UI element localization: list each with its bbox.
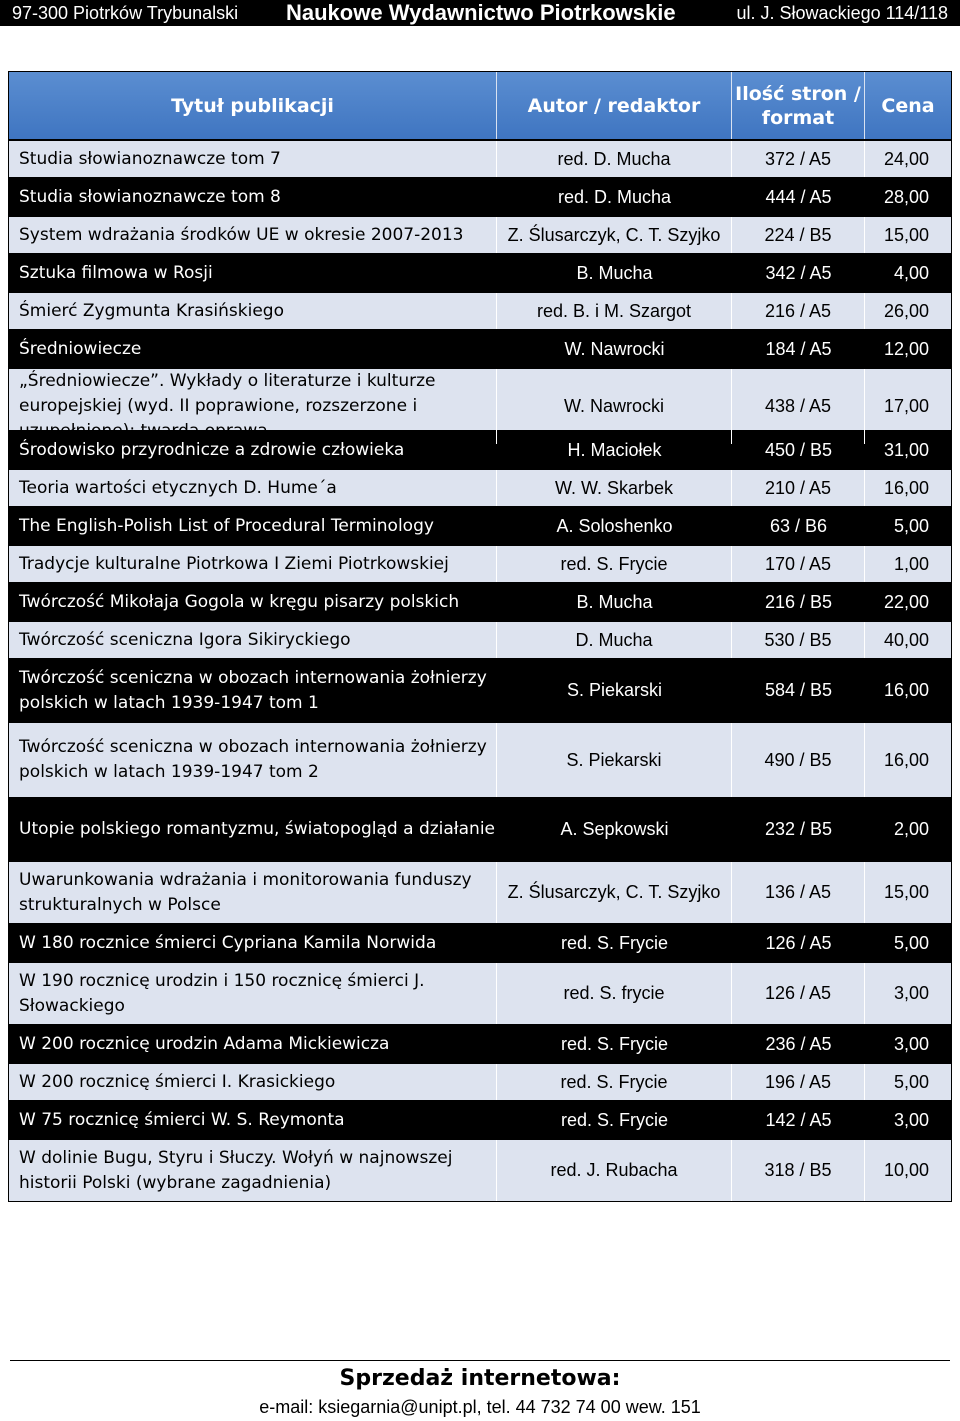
- cell-author: red. S. Frycie: [560, 1033, 669, 1054]
- cell-price: 2,00: [893, 819, 929, 839]
- cell-title: W dolinie Bugu, Styru i Słuczy. Wołyń w najnowszej historii Polski (wybrane zagadnienia): [9, 1140, 497, 1201]
- cell-author: red. B. i M. Szargot: [497, 293, 732, 329]
- cell-title: System wdrażania środków UE w okresie 2007-2013: [9, 217, 497, 253]
- cell-price: 16,00: [883, 477, 929, 498]
- column-header-pages: Ilość stron / format: [732, 72, 865, 139]
- cell-pages: 584 / B5: [764, 680, 833, 700]
- contact-info: e-mail: ksiegarnia@unipt.pl, tel. 44 732 74 00 wew. 151: [259, 1397, 701, 1417]
- cell-author: Z. Ślusarczyk, C. T. Szyjko: [497, 862, 732, 923]
- table-row: [9, 658, 951, 721]
- publications-table: [8, 71, 952, 1202]
- footer-divider: [10, 1360, 950, 1361]
- cell-pages: 216 / B5: [764, 591, 833, 612]
- cell-pages: 444 / A5: [765, 186, 832, 207]
- cell-pages: 530 / B5: [732, 622, 865, 658]
- publisher-name: Naukowe Wydawnictwo Piotrkowskie: [286, 0, 676, 25]
- cell-title: Środowisko przyrodnicze a zdrowie człowieka: [19, 439, 405, 460]
- table-row: [9, 923, 951, 961]
- cell-author: S. Piekarski: [566, 680, 663, 700]
- table-row: [9, 1138, 951, 1201]
- table-row: [9, 506, 951, 544]
- cell-title: Twórczość Mikołaja Gogola w kręgu pisarzy polskich: [19, 591, 460, 612]
- cell-pages: 196 / A5: [732, 1064, 865, 1100]
- cell-author: red. D. Mucha: [557, 186, 672, 207]
- cell-price: 1,00: [893, 553, 929, 574]
- cell-price: 5,00: [893, 515, 929, 536]
- cell-price: 26,00: [883, 300, 929, 321]
- cell-author: Z. Ślusarczyk, C. T. Szyjko: [497, 217, 732, 253]
- cell-title: „Średniowiecze”. Wykłady o literaturze i kulturze europejskiej (wyd. II poprawione, rozszerzone i uzupełnione); twarda oprawa: [9, 369, 497, 444]
- table-row: [9, 1024, 951, 1062]
- cell-price: 3,00: [893, 983, 929, 1003]
- cell-pages: 136 / A5: [732, 862, 865, 923]
- cell-title: Śmierć Zygmunta Krasińskiego: [9, 293, 497, 329]
- cell-title: W 180 rocznice śmierci Cypriana Kamila Norwida: [19, 932, 437, 953]
- cell-title: Uwarunkowania wdrażania i monitorowania funduszy strukturalnych w Polsce: [9, 862, 497, 923]
- cell-author: W. Nawrocki: [564, 338, 665, 359]
- cell-price: 28,00: [883, 186, 929, 207]
- cell-author: red. S. Frycie: [497, 546, 732, 582]
- cell-author: H. Maciołek: [567, 439, 662, 460]
- cell-pages: 232 / B5: [764, 819, 833, 839]
- cell-price: 40,00: [883, 629, 929, 650]
- cell-pages: 63 / B6: [769, 515, 828, 536]
- cell-price: 3,00: [893, 1033, 929, 1054]
- cell-price: 5,00: [893, 932, 929, 953]
- cell-price: 10,00: [883, 1160, 929, 1180]
- cell-price: 4,00: [893, 262, 929, 283]
- cell-pages: 342 / A5: [765, 262, 832, 283]
- cell-price: 12,00: [883, 338, 929, 359]
- cell-price: 22,00: [883, 591, 929, 612]
- cell-author: A. Sepkowski: [560, 819, 669, 839]
- cell-author: B. Mucha: [576, 591, 653, 612]
- cell-pages: 184 / A5: [765, 338, 832, 359]
- table-row: [9, 544, 951, 582]
- cell-pages: 170 / A5: [732, 546, 865, 582]
- cell-title: Twórczość sceniczna Igora Sikiryckiego: [9, 622, 497, 658]
- cell-title: Sztuka filmowa w Rosji: [19, 262, 213, 283]
- cell-price: 15,00: [883, 224, 929, 245]
- cell-price: 16,00: [883, 749, 929, 770]
- table-row: [9, 797, 951, 860]
- cell-price: 15,00: [883, 882, 929, 902]
- table-body: [9, 139, 951, 1201]
- cell-title: W 200 rocznicę urodzin Adama Mickiewicza: [19, 1033, 390, 1054]
- table-row: [9, 367, 951, 441]
- cell-pages: 438 / A5: [732, 369, 865, 444]
- cell-author: W. Nawrocki: [497, 369, 732, 444]
- cell-author: W. W. Skarbek: [497, 470, 732, 506]
- table-row: [9, 430, 951, 468]
- cell-author: red. S. Frycie: [560, 932, 669, 953]
- cell-author: red. S. Frycie: [497, 1064, 732, 1100]
- column-header-title: Tytuł publikacji: [9, 72, 497, 139]
- cell-title: Utopie polskiego romantyzmu, światopogląd a działanie: [19, 819, 496, 839]
- table-row: [9, 291, 951, 329]
- cell-title: Tradycje kulturalne Piotrkowa I Ziemi Piotrkowskiej: [9, 546, 497, 582]
- table-header: [9, 72, 951, 139]
- cell-pages: 126 / A5: [765, 932, 832, 953]
- cell-title: Studia słowianoznawcze tom 7: [9, 141, 497, 177]
- cell-pages: 216 / A5: [732, 293, 865, 329]
- page-header-bar: [0, 0, 960, 26]
- table-row: [9, 1100, 951, 1138]
- cell-pages: 236 / A5: [765, 1033, 832, 1054]
- cell-title: Średniowiecze: [19, 338, 142, 359]
- table-row: [9, 1062, 951, 1100]
- cell-author: red. J. Rubacha: [497, 1140, 732, 1201]
- cell-pages: 210 / A5: [732, 470, 865, 506]
- cell-author: B. Mucha: [576, 262, 653, 283]
- cell-price: 16,00: [883, 680, 929, 700]
- cell-author: S. Piekarski: [497, 723, 732, 797]
- cell-title: The English-Polish List of Procedural Terminology: [19, 515, 434, 536]
- cell-pages: 224 / B5: [732, 217, 865, 253]
- cell-pages: 490 / B5: [732, 723, 865, 797]
- publisher-address: 97-300 Piotrków Trybunalski: [12, 2, 239, 23]
- table-row: [9, 721, 951, 797]
- cell-title: W 200 rocznicę śmierci I. Krasickiego: [9, 1064, 497, 1100]
- cell-price: 5,00: [893, 1071, 929, 1092]
- table-row: [9, 177, 951, 215]
- cell-author: red. S. frycie: [497, 963, 732, 1024]
- cell-pages: 126 / A5: [732, 963, 865, 1024]
- cell-price: 3,00: [893, 1109, 929, 1130]
- table-row: [9, 468, 951, 506]
- cell-pages: 372 / A5: [732, 141, 865, 177]
- table-row: [9, 620, 951, 658]
- column-header-price: Cena: [881, 94, 935, 117]
- cell-author: A. Soloshenko: [556, 515, 673, 536]
- table-row: [9, 860, 951, 923]
- cell-author: red. S. Frycie: [560, 1109, 669, 1130]
- cell-author: D. Mucha: [497, 622, 732, 658]
- column-header-author: Autor / redaktor: [497, 72, 732, 139]
- cell-author: red. D. Mucha: [497, 141, 732, 177]
- cell-price: 24,00: [883, 148, 929, 169]
- cell-title: Studia słowianoznawcze tom 8: [19, 186, 281, 207]
- cell-pages: 318 / B5: [732, 1140, 865, 1201]
- cell-price: 17,00: [883, 396, 929, 416]
- table-row: [9, 139, 951, 177]
- cell-title: Twórczość sceniczna w obozach internowania żołnierzy polskich w latach 1939-1947 tom 1: [19, 667, 487, 713]
- cell-pages: 142 / A5: [765, 1109, 832, 1130]
- table-row: [9, 215, 951, 253]
- cell-title: W 190 rocznicę urodzin i 150 rocznicę śmierci J. Słowackiego: [9, 963, 497, 1024]
- table-row: [9, 582, 951, 620]
- cell-title: Teoria wartości etycznych D. Hume´a: [9, 470, 497, 506]
- cell-title: Twórczość sceniczna w obozach internowania żołnierzy polskich w latach 1939-1947 tom 2: [9, 723, 497, 797]
- table-row: [9, 961, 951, 1024]
- sales-heading: Sprzedaż internetowa:: [339, 1366, 621, 1391]
- table-row: [9, 329, 951, 367]
- cell-title: W 75 rocznicę śmierci W. S. Reymonta: [19, 1109, 345, 1130]
- publisher-street: ul. J. Słowackiego 114/118: [736, 2, 948, 23]
- cell-pages: 450 / B5: [764, 439, 833, 460]
- cell-price: 31,00: [883, 439, 929, 460]
- table-row: [9, 253, 951, 291]
